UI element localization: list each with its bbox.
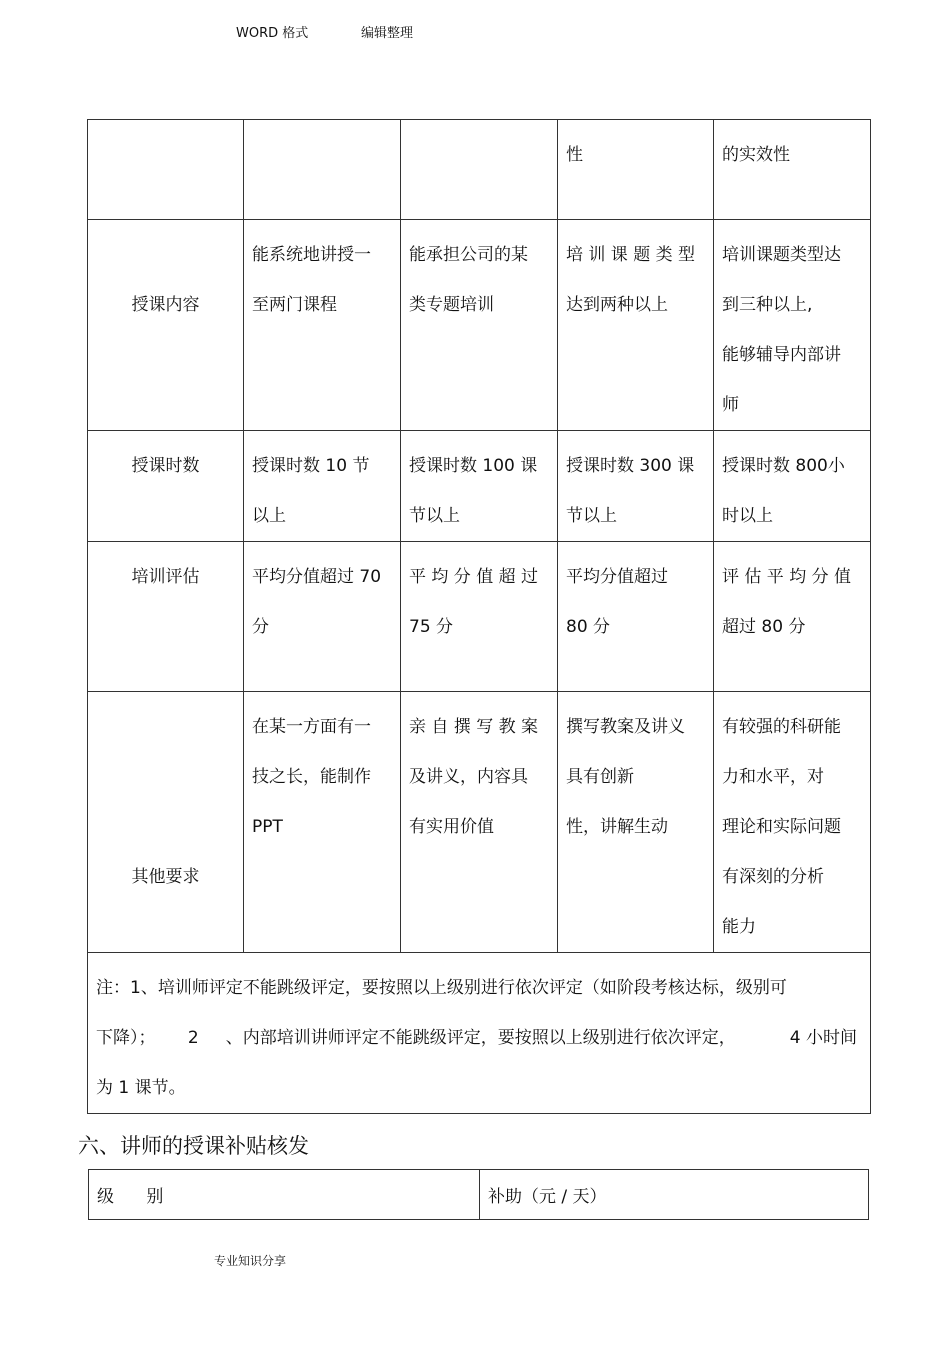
cell-line: 分 <box>252 617 269 637</box>
table-row <box>88 120 871 220</box>
cell-line: 有实用价值 <box>409 817 494 837</box>
table-cell <box>401 692 558 953</box>
cell-line: 节以上 <box>409 506 460 526</box>
cell-line: 能承担公司的某 <box>409 245 528 265</box>
table-cell <box>401 220 558 431</box>
cell-line: 技之长，能制作 <box>252 767 371 787</box>
subsidy-amount-header: 补助（元 / 天） <box>480 1170 869 1220</box>
subsidy-table <box>88 1169 869 1220</box>
cell-line: 力和水平，对 <box>722 767 824 787</box>
table-cell <box>714 431 871 542</box>
cell-line: 在某一方面有一 <box>252 717 371 737</box>
table-cell <box>714 692 871 953</box>
table-row <box>88 692 871 953</box>
cell-line: 达到两种以上 <box>566 295 668 315</box>
cell-line: 至两门课程 <box>252 295 337 315</box>
cell-line: 授课时数 100 课 <box>409 456 538 476</box>
cell-line: 有深刻的分析 <box>722 867 824 887</box>
cell-line: 超过 80 分 <box>722 617 806 637</box>
cell-line: 到三种以上, <box>722 295 813 315</box>
table-cell <box>401 542 558 692</box>
cell-line: 时以上 <box>722 506 773 526</box>
cell-line: 能力 <box>722 917 756 937</box>
table-cell <box>558 220 714 431</box>
table-cell <box>244 120 401 220</box>
table-cell <box>714 542 871 692</box>
cell-line: 能够辅导内部讲 <box>722 345 841 365</box>
cell-line: PPT <box>252 817 283 837</box>
table-row <box>89 1170 869 1220</box>
cell-line: 培 训 课 题 类 型 <box>566 245 696 265</box>
cell-line: 以上 <box>252 506 286 526</box>
table-cell <box>401 120 558 220</box>
cell-line: 80 分 <box>566 617 611 637</box>
table-cell <box>558 692 714 953</box>
cell-line: 具有创新 <box>566 767 634 787</box>
cell-line: 平均分值超过 <box>566 567 668 587</box>
cell-line: 亲 自 撰 写 教 案 <box>409 717 539 737</box>
cell-line: 性，讲解生动 <box>566 817 668 837</box>
page-footer: 专业知识分享 <box>214 1254 287 1268</box>
cell-line: 平 均 分 值 超 过 <box>409 567 539 587</box>
table-cell <box>714 220 871 431</box>
table-cell <box>558 120 714 220</box>
note-line: 为 1 课节。 <box>96 1078 186 1098</box>
table-note <box>88 953 871 1114</box>
table-cell <box>714 120 871 220</box>
row-label-other-requirements: 其他要求 <box>88 692 244 953</box>
cell-line: 节以上 <box>566 506 617 526</box>
table-note-row <box>88 953 871 1114</box>
table-cell <box>558 542 714 692</box>
cell-line: 有较强的科研能 <box>722 717 841 737</box>
cell-line: 授课时数 10 节 <box>252 456 370 476</box>
cell-line: 能系统地讲授一 <box>252 245 371 265</box>
row-label-teaching-content: 授课内容 <box>88 220 244 431</box>
note-line: 下降）； 2 、内部培训讲师评定不能跳级评定，要按照以上级别进行依次评定， 4 小时间 <box>96 1028 858 1048</box>
cell-line: 及讲义，内容具 <box>409 767 528 787</box>
table-cell <box>244 542 401 692</box>
cell-line: 撰写教案及讲义 <box>566 717 685 737</box>
table-cell <box>244 431 401 542</box>
cell-line: 授课时数 800小 <box>722 456 845 476</box>
table-cell <box>244 692 401 953</box>
subsidy-level-header: 级 别 <box>89 1170 480 1220</box>
row-label-teaching-hours: 授课时数 <box>88 431 244 542</box>
table-row <box>88 542 871 692</box>
table-cell <box>244 220 401 431</box>
table-row <box>88 431 871 542</box>
header-right: 编辑整理 <box>361 26 414 41</box>
cell-line: 理论和实际问题 <box>722 817 841 837</box>
cell-line: 平均分值超过 70 <box>252 567 382 587</box>
row-label <box>88 120 244 220</box>
section-title: 六、讲师的授课补贴核发 <box>78 1134 309 1158</box>
cell-line: 75 分 <box>409 617 454 637</box>
cell-line: 培训课题类型达 <box>722 245 841 265</box>
cell-line: 性 <box>566 145 583 165</box>
cell-line: 类专题培训 <box>409 295 494 315</box>
table-row <box>88 220 871 431</box>
note-line: 注：1、培训师评定不能跳级评定，要按照以上级别进行依次评定（如阶段考核达标，级别可 <box>96 978 787 998</box>
table-cell <box>558 431 714 542</box>
cell-line: 授课时数 300 课 <box>566 456 695 476</box>
cell-line: 的实效性 <box>722 145 790 165</box>
cell-line: 评 估 平 均 分 值 <box>722 567 852 587</box>
trainer-criteria-table <box>87 119 871 1114</box>
header-left: WORD 格式 <box>236 26 309 41</box>
cell-line: 师 <box>722 395 739 415</box>
row-label-training-evaluation: 培训评估 <box>88 542 244 692</box>
table-cell <box>401 431 558 542</box>
